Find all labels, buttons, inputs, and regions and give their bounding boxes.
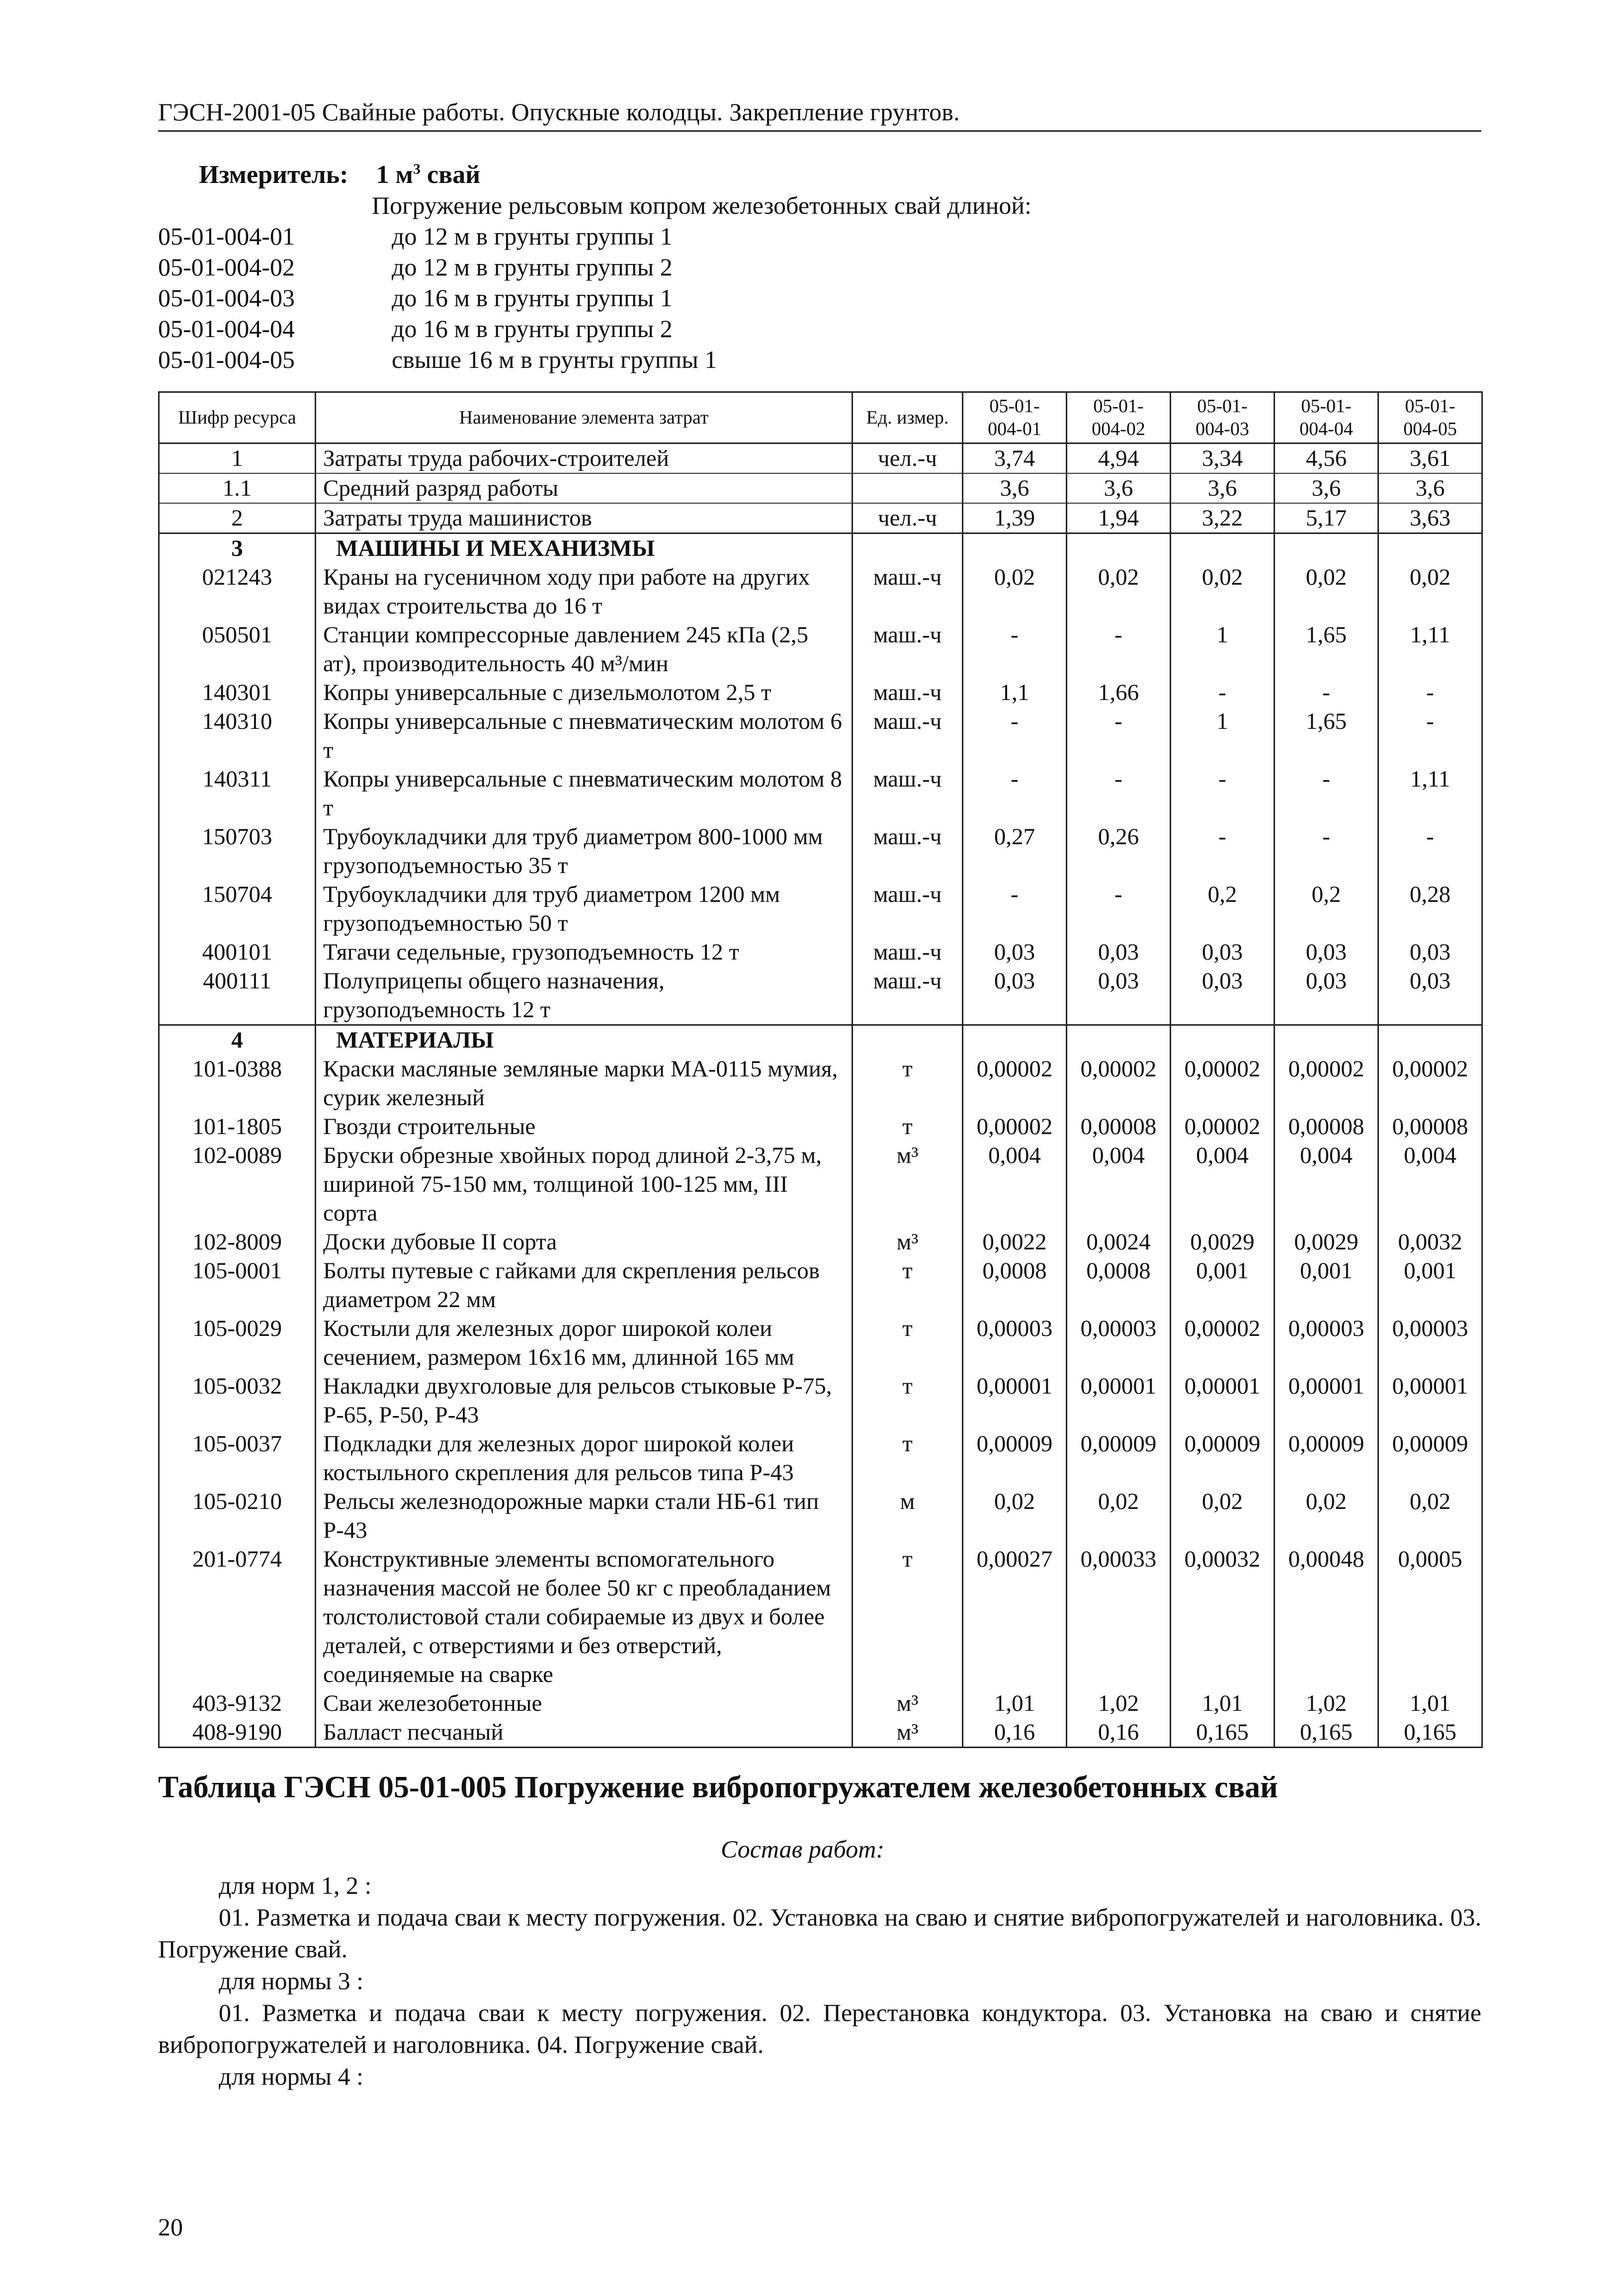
cell-name: Рельсы железнодорожные марки стали НБ-61 тип Р-43 [316, 1487, 853, 1545]
cell-value [963, 533, 1067, 563]
norm-desc: до 16 м в грунты группы 2 [392, 315, 673, 343]
cell-code: 150704 [159, 880, 316, 938]
cell-value: 0,26 [1067, 822, 1171, 880]
cell-value: 0,00048 [1275, 1545, 1378, 1689]
cell-value: 0,03 [1275, 967, 1378, 1025]
cell-value: 0,00008 [1275, 1112, 1378, 1141]
cell-unit: м [853, 1487, 963, 1545]
cell-value: 3,63 [1378, 503, 1482, 533]
norm-code: 05-01-004-03 [158, 284, 295, 312]
cell-value: - [1275, 822, 1378, 880]
cell-unit: маш.-ч [853, 765, 963, 822]
cell-code: 021243 [159, 563, 316, 620]
cell-code: 105-0037 [159, 1429, 316, 1487]
cell-unit: м³ [853, 1141, 963, 1228]
cell-unit: т [853, 1545, 963, 1689]
cell-value: - [1067, 765, 1171, 822]
cell-value: 3,6 [1067, 473, 1171, 503]
cell-name: Конструктивные элементы вспомогательного назначения массой не более 50 кг с преобладанием толстолистовой стали собираемые из двух и более деталей, с отверстиями и без отверстий, соединяемые на сварке [316, 1545, 853, 1689]
cell-value: 0,001 [1275, 1256, 1378, 1314]
table-row [159, 1112, 1482, 1141]
cell-code: 105-0210 [159, 1487, 316, 1545]
cell-value: 0,00002 [1171, 1112, 1275, 1141]
work-for-label: для нормы 3 : [219, 1967, 364, 1995]
cell-value: 0,03 [1067, 938, 1171, 967]
cell-value: - [1275, 765, 1378, 822]
cell-name: МАТЕРИАЛЫ [316, 1025, 853, 1055]
cell-name: Бруски обрезные хвойных пород длиной 2-3,75 м, шириной 75-150 мм, толщиной 100-125 мм, III сорта [316, 1141, 853, 1228]
measure-sup: 3 [413, 161, 421, 177]
cell-value: 1,66 [1067, 678, 1171, 707]
cell-value: 0,0005 [1378, 1545, 1482, 1689]
table-row [159, 822, 1482, 880]
cell-unit: м³ [853, 1689, 963, 1718]
table-row [159, 1545, 1482, 1689]
norm-code: 05-01-004-04 [158, 315, 295, 343]
cell-value: 0,00003 [1067, 1314, 1171, 1372]
table-row [159, 1372, 1482, 1429]
cell-unit: т [853, 1314, 963, 1372]
cell-value: 0,02 [1171, 563, 1275, 620]
cell-unit: маш.-ч [853, 880, 963, 938]
cell-value: 4,94 [1067, 443, 1171, 474]
norm-code: 05-01-004-05 [158, 346, 295, 373]
cell-value [1171, 1025, 1275, 1055]
cell-unit: чел.-ч [853, 503, 963, 533]
cell-value: 0,00009 [963, 1429, 1067, 1487]
cell-value: 0,03 [1275, 938, 1378, 967]
cell-name: Копры универсальные с дизельмолотом 2,5 т [316, 678, 853, 707]
cell-value: 3,6 [1378, 473, 1482, 503]
cell-value: 1,11 [1378, 765, 1482, 822]
cell-code: 140310 [159, 707, 316, 765]
col-header-norm: 05-01- 004-01 [963, 392, 1067, 443]
cell-value: 4,56 [1275, 443, 1378, 474]
cell-value: 0,00002 [1378, 1055, 1482, 1112]
table-row [159, 1256, 1482, 1314]
work-for-label: для норм 1, 2 : [219, 1871, 372, 1899]
cell-unit: м³ [853, 1718, 963, 1748]
cell-value: 0,00002 [963, 1055, 1067, 1112]
cell-unit: т [853, 1055, 963, 1112]
cell-name: Доски дубовые II сорта [316, 1228, 853, 1256]
cell-value: 0,0032 [1378, 1228, 1482, 1256]
table-row [159, 1429, 1482, 1487]
cell-value: 0,03 [1378, 938, 1482, 967]
cell-code: 1 [159, 443, 316, 474]
cell-value: 0,00027 [963, 1545, 1067, 1689]
col-header-norm: 05-01- 004-03 [1171, 392, 1275, 443]
col-header-unit: Ед. измер. [853, 392, 963, 443]
cell-name: Трубоукладчики для труб диаметром 800-1000 мм грузоподъемностью 35 т [316, 822, 853, 880]
cell-unit [853, 1025, 963, 1055]
cell-name: Трубоукладчики для труб диаметром 1200 мм грузоподъемностью 50 т [316, 880, 853, 938]
cell-code: 4 [159, 1025, 316, 1055]
cell-value: 0,02 [1378, 1487, 1482, 1545]
cell-code: 105-0001 [159, 1256, 316, 1314]
cell-value: 1,01 [1378, 1689, 1482, 1718]
cell-name: Копры универсальные с пневматическим молотом 8 т [316, 765, 853, 822]
cell-value: 0,02 [963, 563, 1067, 620]
cell-value: 0,00003 [963, 1314, 1067, 1372]
cell-value: 0,28 [1378, 880, 1482, 938]
cell-value: 0,004 [1378, 1141, 1482, 1228]
cell-value: 0,02 [1067, 1487, 1171, 1545]
cell-name: Тягачи седельные, грузоподъемность 12 т [316, 938, 853, 967]
cell-value [1275, 1025, 1378, 1055]
cell-code: 101-1805 [159, 1112, 316, 1141]
page-number: 20 [158, 2213, 183, 2241]
col-header-code: Шифр ресурса [159, 392, 316, 443]
cell-value: 3,34 [1171, 443, 1275, 474]
cell-value: - [963, 620, 1067, 678]
cell-value: 0,0008 [963, 1256, 1067, 1314]
cell-value: 0,03 [963, 938, 1067, 967]
cell-value: 1,02 [1067, 1689, 1171, 1718]
table-row [159, 620, 1482, 678]
cell-value: 1,01 [1171, 1689, 1275, 1718]
cell-value: 0,02 [1275, 563, 1378, 620]
cell-value: 0,00002 [1067, 1055, 1171, 1112]
cell-value: 0,00009 [1067, 1429, 1171, 1487]
norm-code: 05-01-004-01 [158, 222, 295, 250]
cell-value [1378, 1025, 1482, 1055]
cell-value: 0,00001 [1067, 1372, 1171, 1429]
cell-value: 1 [1171, 620, 1275, 678]
cell-unit: маш.-ч [853, 967, 963, 1025]
section-title: Таблица ГЭСН 05-01-005 Погружение вибропогружателем железобетонных свай [158, 1770, 1278, 1804]
table-row [159, 1141, 1482, 1228]
header-rule [158, 130, 1481, 132]
cell-value: - [1171, 678, 1275, 707]
table-row [159, 443, 1482, 474]
cell-unit: м³ [853, 1228, 963, 1256]
col-header-norm: 05-01- 004-04 [1275, 392, 1378, 443]
cell-name: Костыли для железных дорог широкой колеи сечением, размером 16х16 мм, длинной 165 мм [316, 1314, 853, 1372]
cell-value: 0,2 [1275, 880, 1378, 938]
table-row [159, 938, 1482, 967]
cell-value [1275, 533, 1378, 563]
cell-value: 1 [1171, 707, 1275, 765]
cell-value: 0,00001 [963, 1372, 1067, 1429]
cell-value: 0,27 [963, 822, 1067, 880]
cell-value: 0,00002 [1275, 1055, 1378, 1112]
cell-code: 3 [159, 533, 316, 563]
cell-value: 0,03 [1171, 967, 1275, 1025]
cell-name: МАШИНЫ И МЕХАНИЗМЫ [316, 533, 853, 563]
norm-desc: до 16 м в грунты группы 1 [392, 284, 673, 312]
col-header-norm: 05-01- 004-02 [1067, 392, 1171, 443]
table-row [159, 503, 1482, 533]
cell-value [1378, 533, 1482, 563]
cell-value: 0,03 [963, 967, 1067, 1025]
cell-value: 0,0029 [1275, 1228, 1378, 1256]
cell-value: 1,1 [963, 678, 1067, 707]
table-row [159, 967, 1482, 1025]
cell-value: 3,6 [1275, 473, 1378, 503]
table-row [159, 1228, 1482, 1256]
cell-name: Подкладки для железных дорог широкой колеи костыльного скрепления для рельсов типа Р-43 [316, 1429, 853, 1487]
cell-value [1067, 1025, 1171, 1055]
table-row [159, 1689, 1482, 1718]
cell-name: Средний разряд работы [316, 473, 853, 503]
measure-unit [199, 160, 480, 189]
cell-code: 101-0388 [159, 1055, 316, 1112]
cell-value: 0,165 [1171, 1718, 1275, 1748]
cell-unit: маш.-ч [853, 822, 963, 880]
table-row [159, 707, 1482, 765]
cell-unit: маш.-ч [853, 620, 963, 678]
cell-name: Краски масляные земляные марки МА-0115 мумия, сурик железный [316, 1055, 853, 1112]
cell-name: Сваи железобетонные [316, 1689, 853, 1718]
cell-value: - [1067, 620, 1171, 678]
cell-code: 102-8009 [159, 1228, 316, 1256]
cell-name: Балласт песчаный [316, 1718, 853, 1748]
cell-value: 0,00001 [1378, 1372, 1482, 1429]
table-row [159, 533, 1482, 563]
cell-value: 0,0024 [1067, 1228, 1171, 1256]
table-row [159, 1487, 1482, 1545]
cell-value: - [963, 880, 1067, 938]
cell-value: - [1171, 822, 1275, 880]
norm-desc: свыше 16 м в грунты группы 1 [392, 346, 717, 373]
cell-value: 3,6 [963, 473, 1067, 503]
cell-value: 0,00008 [1378, 1112, 1482, 1141]
cell-value: - [1275, 678, 1378, 707]
work-text: 01. Разметка и подача сваи к месту погружения. 02. Установка на сваю и снятие вибропогружателей и наголовника. 03. Погружение свай. [158, 1903, 1481, 1963]
cell-value: - [1171, 765, 1275, 822]
measure-value: 1 м [376, 161, 414, 189]
cell-value: - [1067, 880, 1171, 938]
cell-code: 400111 [159, 967, 316, 1025]
cell-value: 0,02 [963, 1487, 1067, 1545]
composition-title: Состав работ: [721, 1835, 885, 1863]
cell-code: 201-0774 [159, 1545, 316, 1689]
cell-code: 2 [159, 503, 316, 533]
cell-value: 5,17 [1275, 503, 1378, 533]
cell-value: 0,00002 [963, 1112, 1067, 1141]
norms-intro: Погружение рельсовым копром железобетонных свай длиной: [372, 191, 1031, 219]
cell-code: 150703 [159, 822, 316, 880]
cell-value: 0,00009 [1378, 1429, 1482, 1487]
cell-value: 0,001 [1378, 1256, 1482, 1314]
cell-value: 0,02 [1275, 1487, 1378, 1545]
cell-name: Краны на гусеничном ходу при работе на других видах строительства до 16 т [316, 563, 853, 620]
cell-unit: маш.-ч [853, 563, 963, 620]
cell-code: 140301 [159, 678, 316, 707]
cell-unit [853, 533, 963, 563]
cell-value: 0,001 [1171, 1256, 1275, 1314]
cell-name: Гвозди строительные [316, 1112, 853, 1141]
col-header-norm: 05-01- 004-05 [1378, 392, 1482, 443]
table-row [159, 880, 1482, 938]
cell-value: 1,11 [1378, 620, 1482, 678]
cell-value: 0,00008 [1067, 1112, 1171, 1141]
cell-value: 0,00033 [1067, 1545, 1171, 1689]
cell-value: 1,01 [963, 1689, 1067, 1718]
running-header: ГЭСН-2001-05 Свайные работы. Опускные колодцы. Закрепление грунтов. [158, 98, 960, 126]
cell-value: 0,00002 [1171, 1314, 1275, 1372]
cell-value: 0,00009 [1275, 1429, 1378, 1487]
cell-name: Станции компрессорные давлением 245 кПа (2,5 ат), производительность 40 м³/мин [316, 620, 853, 678]
cell-unit: т [853, 1372, 963, 1429]
cell-value [963, 1025, 1067, 1055]
cell-value: 0,02 [1067, 563, 1171, 620]
cell-name: Полуприцепы общего назначения, грузоподъемность 12 т [316, 967, 853, 1025]
table-row [159, 473, 1482, 503]
cell-value: 0,004 [963, 1141, 1067, 1228]
cell-name: Затраты труда рабочих-строителей [316, 443, 853, 474]
cell-value: - [963, 707, 1067, 765]
cell-value: - [1378, 678, 1482, 707]
cell-value: 0,165 [1275, 1718, 1378, 1748]
cell-value: 0,0008 [1067, 1256, 1171, 1314]
cell-unit: т [853, 1429, 963, 1487]
cell-unit: маш.-ч [853, 938, 963, 967]
cell-code: 050501 [159, 620, 316, 678]
cell-value: 0,165 [1378, 1718, 1482, 1748]
cell-unit: т [853, 1112, 963, 1141]
cell-value: 3,61 [1378, 443, 1482, 474]
cell-name: Затраты труда машинистов [316, 503, 853, 533]
cell-value: 0,004 [1275, 1141, 1378, 1228]
table-row [159, 1718, 1482, 1748]
work-text: 01. Разметка и подача сваи к месту погружения. 02. Перестановка кондуктора. 03. Установка на сваю и снятие вибропогружателей и наголовника. 04. Погружение свай. [158, 1999, 1481, 2058]
cell-value: 3,22 [1171, 503, 1275, 533]
cell-value: 3,6 [1171, 473, 1275, 503]
resource-table [158, 391, 1483, 1748]
cell-value: - [1378, 822, 1482, 880]
cell-value: 1,39 [963, 503, 1067, 533]
cell-unit [853, 473, 963, 503]
table-row [159, 1055, 1482, 1112]
cell-value: 0,16 [1067, 1718, 1171, 1748]
table-header-row [159, 392, 1482, 443]
cell-value: 1,65 [1275, 707, 1378, 765]
cell-value: 0,0029 [1171, 1228, 1275, 1256]
cell-code: 400101 [159, 938, 316, 967]
cell-code: 105-0032 [159, 1372, 316, 1429]
cell-unit: маш.-ч [853, 678, 963, 707]
cell-value: 0,03 [1067, 967, 1171, 1025]
cell-value: 1,65 [1275, 620, 1378, 678]
cell-value: 0,00002 [1171, 1055, 1275, 1112]
cell-name: Копры универсальные с пневматическим молотом 6 т [316, 707, 853, 765]
cell-value: 0,00009 [1171, 1429, 1275, 1487]
cell-value: 3,74 [963, 443, 1067, 474]
norm-desc: до 12 м в грунты группы 1 [392, 222, 673, 250]
cell-value [1171, 533, 1275, 563]
cell-code: 1.1 [159, 473, 316, 503]
cell-value [1067, 533, 1171, 563]
cell-name: Накладки двухголовые для рельсов стыковые Р-75, Р-65, Р-50, Р-43 [316, 1372, 853, 1429]
col-header-name: Наименование элемента затрат [316, 392, 853, 443]
cell-value: 0,00003 [1275, 1314, 1378, 1372]
cell-code: 140311 [159, 765, 316, 822]
cell-code: 408-9190 [159, 1718, 316, 1748]
cell-value: 0,2 [1171, 880, 1275, 938]
cell-code: 403-9132 [159, 1689, 316, 1718]
measure-suffix: свай [421, 161, 481, 189]
table-row [159, 1314, 1482, 1372]
cell-unit: чел.-ч [853, 443, 963, 474]
cell-value: 0,004 [1067, 1141, 1171, 1228]
cell-value: 0,03 [1171, 938, 1275, 967]
table-row [159, 765, 1482, 822]
cell-code: 105-0029 [159, 1314, 316, 1372]
cell-value: 0,00001 [1171, 1372, 1275, 1429]
measure-label: Измеритель: [199, 161, 348, 189]
norm-code: 05-01-004-02 [158, 253, 295, 281]
cell-value: 0,03 [1378, 967, 1482, 1025]
cell-name: Болты путевые с гайками для скрепления рельсов диаметром 22 мм [316, 1256, 853, 1314]
cell-value: 0,16 [963, 1718, 1067, 1748]
cell-value: 0,02 [1171, 1487, 1275, 1545]
table-row [159, 1025, 1482, 1055]
cell-value: - [1067, 707, 1171, 765]
cell-value: 0,0022 [963, 1228, 1067, 1256]
cell-value: - [963, 765, 1067, 822]
table-row [159, 678, 1482, 707]
cell-value: 0,00032 [1171, 1545, 1275, 1689]
cell-value: 0,004 [1171, 1141, 1275, 1228]
cell-value: 1,02 [1275, 1689, 1378, 1718]
norm-desc: до 12 м в грунты группы 2 [392, 253, 673, 281]
cell-value: 0,02 [1378, 563, 1482, 620]
cell-unit: маш.-ч [853, 707, 963, 765]
work-for-label: для нормы 4 : [219, 2062, 364, 2090]
cell-value: - [1378, 707, 1482, 765]
table-row [159, 563, 1482, 620]
cell-unit: т [853, 1256, 963, 1314]
cell-code: 102-0089 [159, 1141, 316, 1228]
cell-value: 0,00003 [1378, 1314, 1482, 1372]
cell-value: 1,94 [1067, 503, 1171, 533]
cell-value: 0,00001 [1275, 1372, 1378, 1429]
